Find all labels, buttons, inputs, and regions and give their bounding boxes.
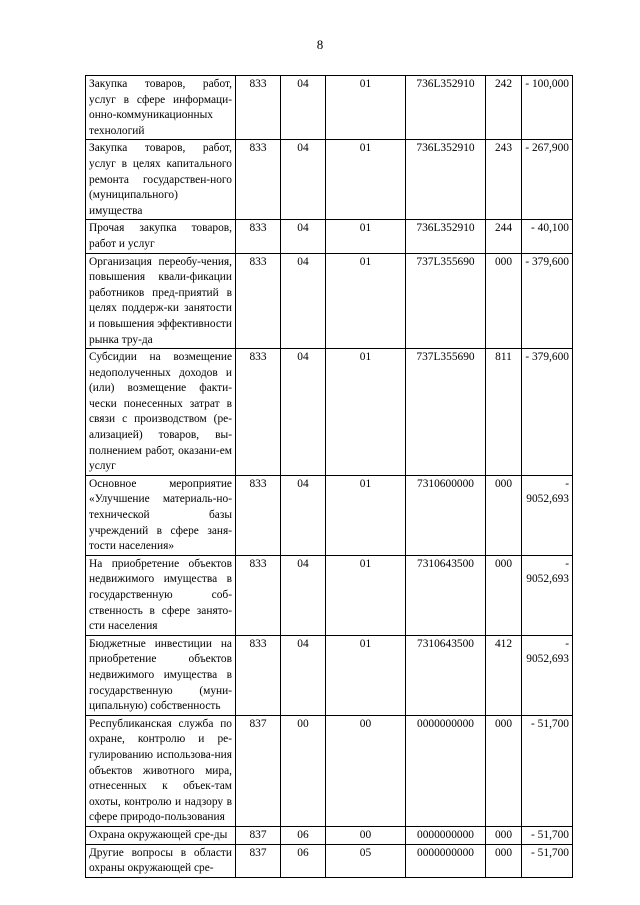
section-code-cell: 04 xyxy=(281,140,326,220)
table-row xyxy=(86,555,573,635)
subsection-code-cell: 01 xyxy=(326,349,406,476)
amount-cell: - 100,000 xyxy=(522,76,573,140)
row-name-cell: Организация переобу-чения, повышения квали-фикации работников пред-приятий в целях поддерж-ки занятости и повышения эффективности рынка тру-да xyxy=(86,253,236,349)
subsection-code-cell: 01 xyxy=(326,635,406,715)
ministry-code-cell: 833 xyxy=(236,220,281,253)
table-row xyxy=(86,220,573,253)
table-row xyxy=(86,253,573,349)
table-row xyxy=(86,826,573,844)
table-row xyxy=(86,475,573,555)
expense-type-code-cell: 000 xyxy=(486,826,522,844)
amount-cell: - 9052,693 xyxy=(522,555,573,635)
expense-type-code-cell: 242 xyxy=(486,76,522,140)
ministry-code-cell: 833 xyxy=(236,349,281,476)
table-row xyxy=(86,844,573,877)
subsection-code-cell: 01 xyxy=(326,220,406,253)
table-row xyxy=(86,140,573,220)
section-code-cell: 06 xyxy=(281,844,326,877)
expense-type-code-cell: 243 xyxy=(486,140,522,220)
expense-type-code-cell: 000 xyxy=(486,555,522,635)
expense-type-code-cell: 412 xyxy=(486,635,522,715)
target-article-code-cell: 7310643500 xyxy=(406,635,486,715)
section-code-cell: 04 xyxy=(281,220,326,253)
amount-cell: - 51,700 xyxy=(522,826,573,844)
budget-table-body xyxy=(86,76,573,878)
subsection-code-cell: 01 xyxy=(326,140,406,220)
ministry-code-cell: 833 xyxy=(236,555,281,635)
row-name-cell: На приобретение объектов недвижимого имущества в государственную соб-ственность в сфере занято-сти населения xyxy=(86,555,236,635)
subsection-code-cell: 05 xyxy=(326,844,406,877)
section-code-cell: 04 xyxy=(281,635,326,715)
budget-table xyxy=(85,75,573,878)
amount-cell: - 379,600 xyxy=(522,349,573,476)
section-code-cell: 04 xyxy=(281,349,326,476)
target-article-code-cell: 7310600000 xyxy=(406,475,486,555)
expense-type-code-cell: 000 xyxy=(486,253,522,349)
row-name-cell: Закупка товаров, работ, услуг в целях капитального ремонта государствен-ного (муниципального) имущества xyxy=(86,140,236,220)
row-name-cell: Основное мероприятие «Улучшение материаль-но-технической базы учреждений в сфере заня-тости населения» xyxy=(86,475,236,555)
expense-type-code-cell: 000 xyxy=(486,715,522,826)
table-row xyxy=(86,635,573,715)
amount-cell: - 9052,693 xyxy=(522,635,573,715)
amount-cell: - 9052,693 xyxy=(522,475,573,555)
amount-cell: - 51,700 xyxy=(522,715,573,826)
expense-type-code-cell: 000 xyxy=(486,844,522,877)
ministry-code-cell: 833 xyxy=(236,475,281,555)
amount-cell: - 40,100 xyxy=(522,220,573,253)
amount-cell: - 267,900 xyxy=(522,140,573,220)
row-name-cell: Прочая закупка товаров, работ и услуг xyxy=(86,220,236,253)
subsection-code-cell: 01 xyxy=(326,555,406,635)
target-article-code-cell: 736L352910 xyxy=(406,220,486,253)
subsection-code-cell: 00 xyxy=(326,715,406,826)
subsection-code-cell: 01 xyxy=(326,253,406,349)
subsection-code-cell: 01 xyxy=(326,475,406,555)
row-name-cell: Охрана окружающей сре-ды xyxy=(86,826,236,844)
subsection-code-cell: 01 xyxy=(326,76,406,140)
page-number: 8 xyxy=(316,37,324,52)
row-name-cell: Республиканская служба по охране, контролю и ре-гулированию использова-ния объектов животного мира, отнесенных к объек-там охоты, контролю и надзору в сфере природо-пользования xyxy=(86,715,236,826)
target-article-code-cell: 736L352910 xyxy=(406,140,486,220)
ministry-code-cell: 833 xyxy=(236,76,281,140)
target-article-code-cell: 737L355690 xyxy=(406,253,486,349)
target-article-code-cell: 0000000000 xyxy=(406,844,486,877)
row-name-cell: Другие вопросы в области охраны окружающей сре- xyxy=(86,844,236,877)
amount-cell: - 379,600 xyxy=(522,253,573,349)
ministry-code-cell: 833 xyxy=(236,635,281,715)
table-row xyxy=(86,76,573,140)
section-code-cell: 04 xyxy=(281,475,326,555)
row-name-cell: Закупка товаров, работ, услуг в сфере информаци-онно-коммуникационных технологий xyxy=(86,76,236,140)
target-article-code-cell: 736L352910 xyxy=(406,76,486,140)
table-row xyxy=(86,715,573,826)
ministry-code-cell: 833 xyxy=(236,140,281,220)
section-code-cell: 04 xyxy=(281,253,326,349)
target-article-code-cell: 7310643500 xyxy=(406,555,486,635)
section-code-cell: 06 xyxy=(281,826,326,844)
row-name-cell: Бюджетные инвестиции на приобретение объектов недвижимого имущества в государственную (муни-ципальную) собственность xyxy=(86,635,236,715)
expense-type-code-cell: 244 xyxy=(486,220,522,253)
ministry-code-cell: 837 xyxy=(236,715,281,826)
ministry-code-cell: 837 xyxy=(236,826,281,844)
section-code-cell: 00 xyxy=(281,715,326,826)
ministry-code-cell: 837 xyxy=(236,844,281,877)
target-article-code-cell: 0000000000 xyxy=(406,826,486,844)
section-code-cell: 04 xyxy=(281,555,326,635)
subsection-code-cell: 00 xyxy=(326,826,406,844)
amount-cell: - 51,700 xyxy=(522,844,573,877)
expense-type-code-cell: 000 xyxy=(486,475,522,555)
ministry-code-cell: 833 xyxy=(236,253,281,349)
target-article-code-cell: 0000000000 xyxy=(406,715,486,826)
table-row xyxy=(86,349,573,476)
target-article-code-cell: 737L355690 xyxy=(406,349,486,476)
row-name-cell: Субсидии на возмещение недополученных доходов и (или) возмещение факти-чески понесенных затрат в связи с производством (ре-ализацией) товаров, вы-полнением работ, оказани-ем услуг xyxy=(86,349,236,476)
expense-type-code-cell: 811 xyxy=(486,349,522,476)
section-code-cell: 04 xyxy=(281,76,326,140)
